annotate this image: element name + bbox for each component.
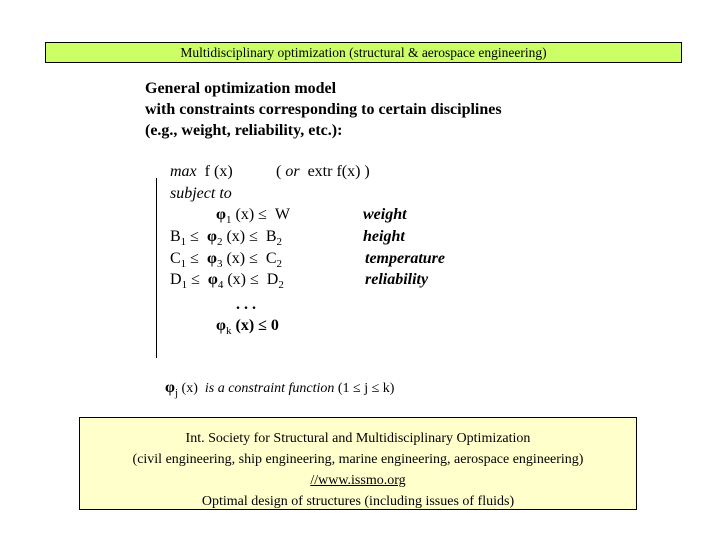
objective-func: f (x)	[204, 163, 233, 180]
phi-symbol: φ	[206, 250, 217, 267]
objective-alt	[276, 162, 370, 182]
objective-max: max	[170, 163, 197, 180]
footer-box	[79, 417, 637, 510]
constraint-4-label: reliability	[365, 271, 429, 288]
header-title: Multidisciplinary optimization (structural & aerospace engineering)	[180, 45, 547, 60]
constraint-lower: B	[170, 228, 181, 245]
constraint-lower-sub: 1	[180, 258, 187, 270]
constraint-1	[216, 205, 290, 226]
constraint-upper-sub: 2	[278, 279, 284, 291]
phi-index: 2	[216, 236, 223, 248]
footer-line-4: Optimal design of structures (including issues of fluids)	[201, 494, 515, 509]
constraint-4: $D_1 \le \varphi_4$ $(x) \le D_2$	[170, 271, 284, 291]
constraint-arg: (x) ≤	[226, 250, 258, 267]
constraint-upper-sub: 2	[276, 236, 283, 248]
footer-line-2: (civil engineering, ship engineering, marine engineering, aerospace engineering)	[132, 452, 584, 467]
phi-index: 3	[216, 258, 223, 270]
intro-line-1: General optimization model	[145, 80, 337, 97]
constraint-1-label: weight	[363, 206, 407, 223]
phi-symbol: φ	[206, 228, 217, 245]
constraint-upper: C	[265, 250, 277, 267]
model-bracket-line	[156, 178, 157, 358]
subject-to: subject to	[170, 185, 232, 202]
phi-symbol: φ	[207, 271, 218, 288]
constraint-upper: W	[274, 206, 291, 223]
objective-alt-or: or	[285, 163, 300, 180]
footer-line-1: Int. Society for Structural and Multidisciplinary Optimization	[185, 431, 531, 446]
objective-alt-open: (	[276, 163, 282, 180]
constraint-arg: (x) ≤	[227, 271, 259, 288]
constraint-lower: D	[170, 271, 182, 288]
phi-index: j	[174, 387, 179, 399]
note-text: is a constraint function	[204, 381, 335, 396]
constraint-lower: C	[170, 250, 181, 267]
objective-line	[170, 162, 233, 182]
constraint-note	[165, 378, 394, 399]
constraint-k	[216, 316, 279, 337]
phi-symbol: φ	[216, 317, 226, 334]
note-arg: (x)	[181, 381, 198, 396]
constraint-lower-sub: 1	[181, 279, 188, 291]
phi-symbol: φ	[216, 206, 226, 223]
constraint-lower-sub: 1	[180, 236, 187, 248]
constraint-3-label: temperature	[365, 250, 445, 267]
phi-index: 1	[225, 214, 232, 226]
objective-alt-func: extr f(x) )	[307, 163, 370, 180]
constraint-upper: D	[266, 271, 279, 288]
phi-index: 4	[217, 279, 224, 291]
intro-line-2: with constraints corresponding to certain disciplines	[145, 101, 502, 118]
constraint-arg: (x) ≤	[235, 206, 267, 223]
intro-text	[145, 78, 502, 141]
intro-line-3: (e.g., weight, reliability, etc.):	[145, 122, 343, 139]
constraint-2: $B_1 \le \varphi_2$ $(x) \le B_2$	[170, 228, 283, 248]
header-banner	[45, 42, 682, 63]
constraint-3: $C_1 \le \varphi_3$ $(x) \le C_2$	[170, 250, 283, 270]
constraint-arg: (x) ≤	[226, 228, 258, 245]
constraint-upper: B	[265, 228, 277, 245]
constraint-arg: (x) ≤ 0	[235, 317, 279, 334]
phi-symbol: φ	[165, 379, 175, 396]
phi-index: k	[225, 325, 232, 337]
note-range: (1 ≤ j ≤ k)	[337, 381, 395, 396]
constraint-upper-sub: 2	[276, 258, 283, 270]
constraint-2-label: height	[363, 228, 405, 245]
ellipsis: ...	[236, 296, 260, 313]
issmo-link[interactable]: //www.issmo.org	[310, 473, 406, 488]
